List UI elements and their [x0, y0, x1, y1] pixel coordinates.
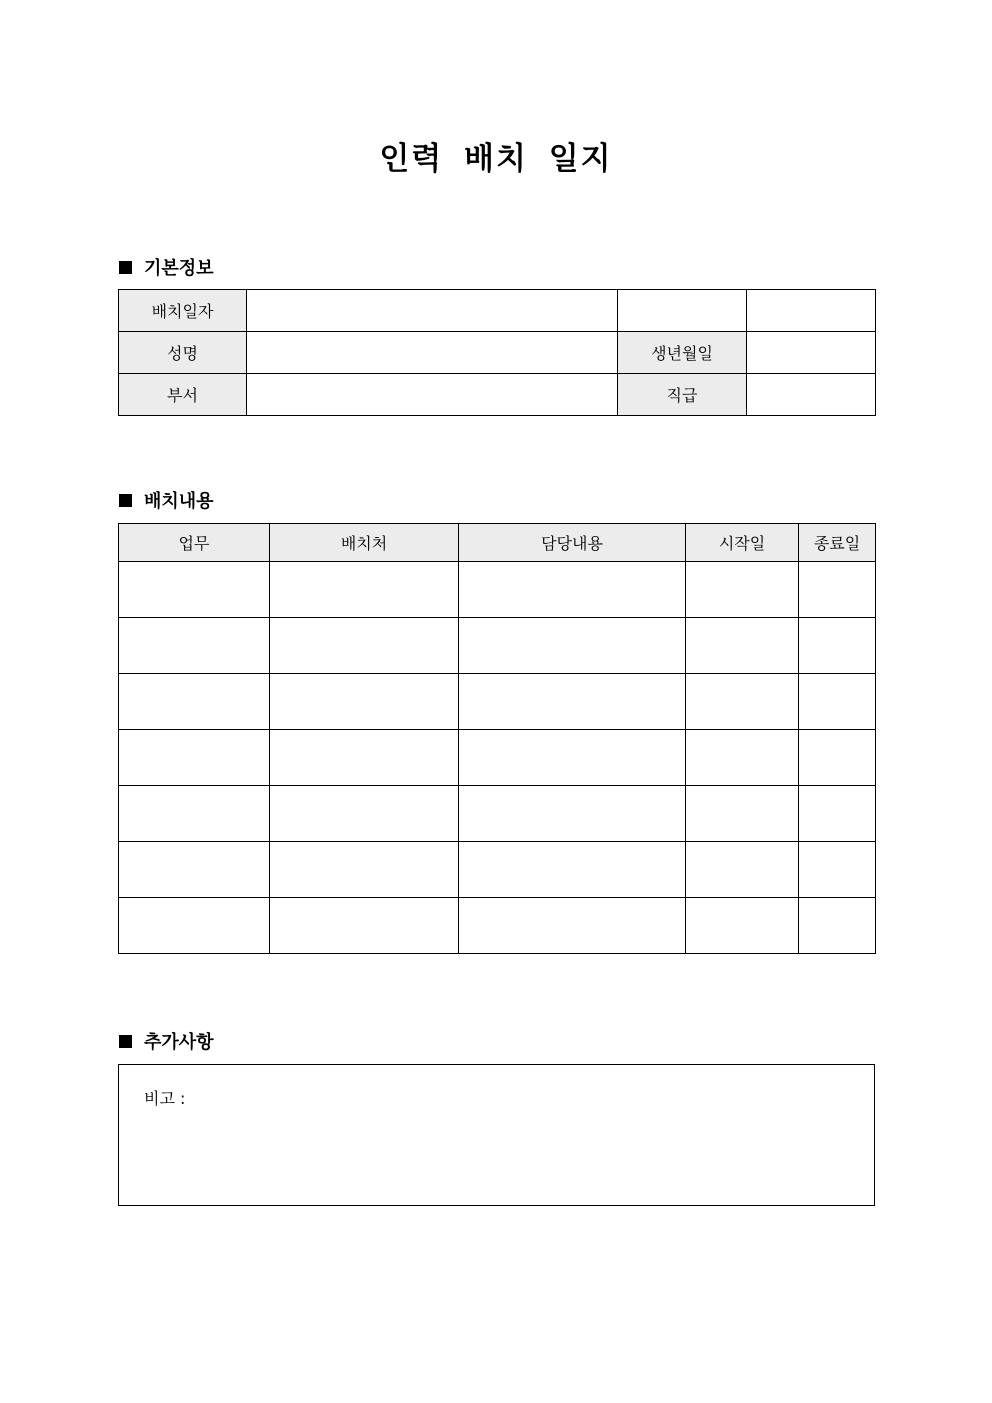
label-cell: 생년월일: [618, 332, 747, 374]
table-row: [119, 842, 876, 898]
table-cell[interactable]: [119, 786, 270, 842]
value-cell[interactable]: [747, 374, 876, 416]
table-row: [119, 730, 876, 786]
table-cell[interactable]: [686, 674, 799, 730]
value-cell[interactable]: [618, 290, 747, 332]
label-cell: 직급: [618, 374, 747, 416]
table-cell[interactable]: [459, 618, 686, 674]
square-bullet-icon: [119, 1035, 132, 1048]
table-cell[interactable]: [799, 618, 876, 674]
table-cell[interactable]: [686, 898, 799, 954]
square-bullet-icon: [119, 261, 132, 274]
table-cell[interactable]: [119, 562, 270, 618]
table-row: [119, 562, 876, 618]
table-cell[interactable]: [270, 562, 459, 618]
table-cell[interactable]: [686, 562, 799, 618]
table-cell[interactable]: [459, 786, 686, 842]
table-cell[interactable]: [459, 842, 686, 898]
section-heading-basic-info: [119, 254, 214, 280]
table-cell[interactable]: [270, 842, 459, 898]
placement-table: [118, 523, 876, 954]
square-bullet-icon: [119, 494, 132, 507]
column-header: 종료일: [799, 524, 876, 562]
table-cell[interactable]: [270, 898, 459, 954]
page-title: 인력 배치 일지: [379, 141, 613, 177]
notes-label: 비고 :: [144, 1089, 186, 1108]
label-cell: 배치일자: [119, 290, 247, 332]
table-cell[interactable]: [459, 898, 686, 954]
label-cell: 부서: [119, 374, 247, 416]
table-row: [119, 332, 876, 374]
basic-info-table: [118, 289, 876, 416]
value-cell[interactable]: [247, 332, 618, 374]
table-cell[interactable]: [119, 618, 270, 674]
column-header: 담당내용: [459, 524, 686, 562]
table-cell[interactable]: [799, 562, 876, 618]
column-header: 배치처: [270, 524, 459, 562]
table-row: [119, 898, 876, 954]
table-cell[interactable]: [119, 898, 270, 954]
value-cell[interactable]: [247, 290, 618, 332]
column-header: 업무: [119, 524, 270, 562]
table-cell[interactable]: [799, 842, 876, 898]
table-cell[interactable]: [799, 898, 876, 954]
table-row: [119, 618, 876, 674]
table-cell[interactable]: [799, 674, 876, 730]
label-cell: 성명: [119, 332, 247, 374]
section-heading-placement: [119, 487, 214, 513]
table-cell[interactable]: [459, 562, 686, 618]
value-cell[interactable]: [247, 374, 618, 416]
table-cell[interactable]: [270, 730, 459, 786]
value-cell[interactable]: [747, 332, 876, 374]
notes-box[interactable]: [118, 1064, 875, 1206]
table-cell[interactable]: [459, 674, 686, 730]
section-heading-label: 배치내용: [144, 491, 214, 512]
section-heading-label: 추가사항: [144, 1032, 214, 1053]
table-cell[interactable]: [119, 730, 270, 786]
table-cell[interactable]: [270, 618, 459, 674]
table-row: [119, 674, 876, 730]
table-cell[interactable]: [270, 674, 459, 730]
table-cell[interactable]: [799, 786, 876, 842]
table-cell[interactable]: [270, 786, 459, 842]
table-row: [119, 374, 876, 416]
column-header: 시작일: [686, 524, 799, 562]
table-row: [119, 290, 876, 332]
table-cell[interactable]: [686, 786, 799, 842]
value-cell[interactable]: [747, 290, 876, 332]
table-cell[interactable]: [459, 730, 686, 786]
section-heading-additional: [119, 1028, 214, 1054]
table-header-row: [119, 524, 876, 562]
table-cell[interactable]: [119, 674, 270, 730]
table-cell[interactable]: [686, 730, 799, 786]
table-cell[interactable]: [686, 842, 799, 898]
section-heading-label: 기본정보: [144, 258, 214, 279]
table-cell[interactable]: [799, 730, 876, 786]
table-cell[interactable]: [686, 618, 799, 674]
table-row: [119, 786, 876, 842]
table-cell[interactable]: [119, 842, 270, 898]
